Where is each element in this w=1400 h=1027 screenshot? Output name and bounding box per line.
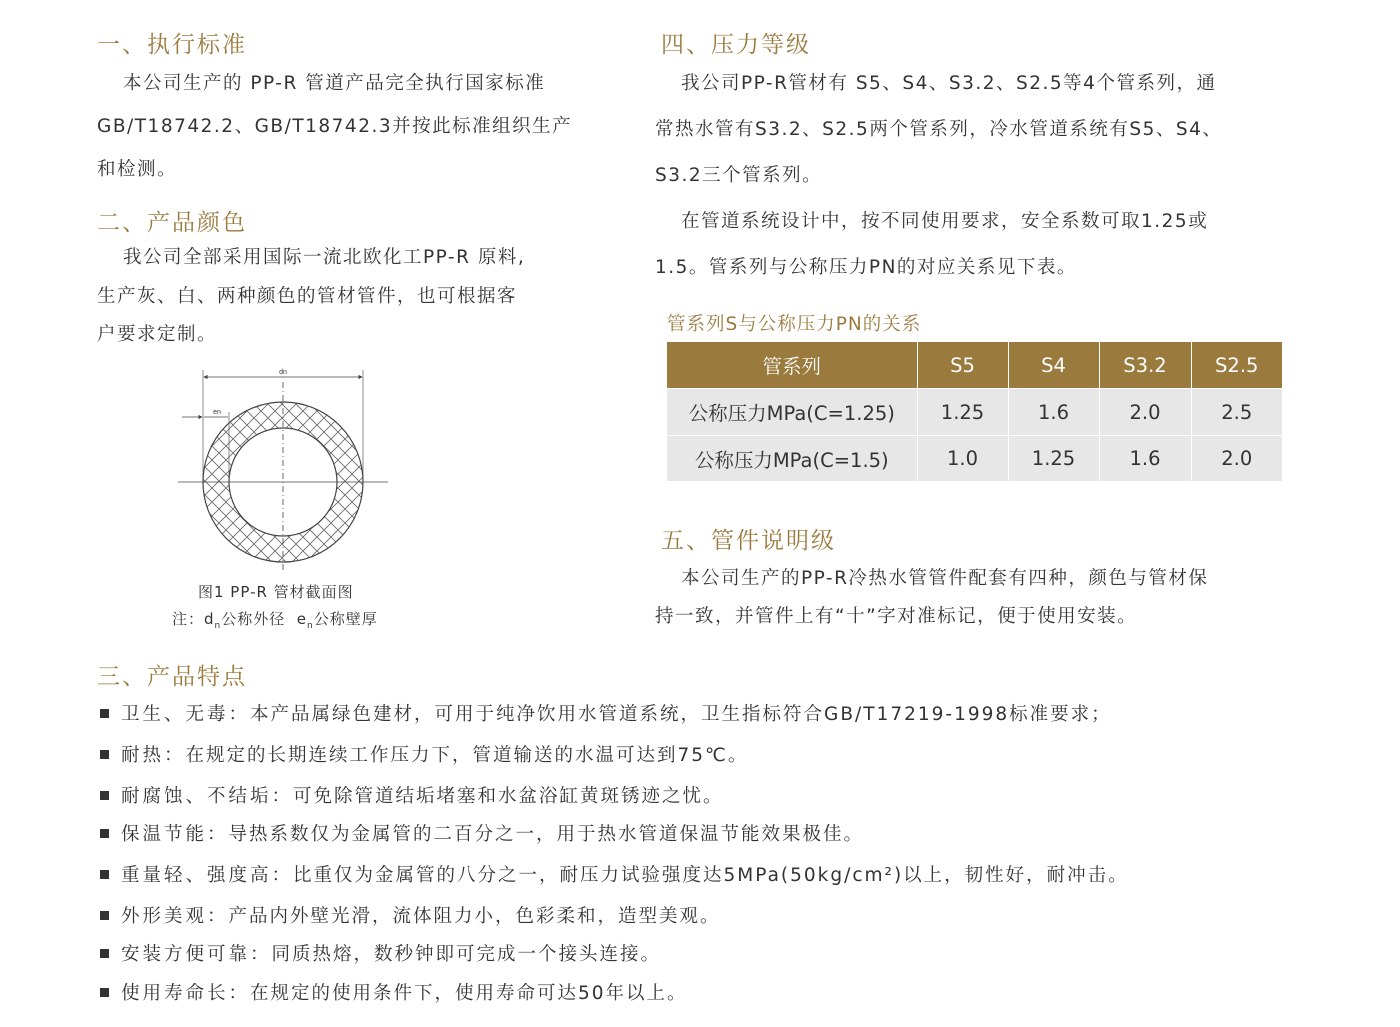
note-suffix: 公称壁厚 [313,610,378,628]
table-cell: 1.0 [917,436,1008,482]
heading-fittings-description: 五、管件说明级 [661,528,836,554]
feature-text: 可免除管道结垢堵塞和水盆浴缸黄斑锈迹之忧。 [293,786,724,807]
feature-label: 重量轻、强度高： [121,865,294,886]
feature-item [100,861,1129,887]
feature-text: 产品内外壁光滑，流体阻力小，色彩柔和，造型美观。 [228,906,721,927]
feature-text: 在规定的长期连续工作压力下，管道输送的水温可达到75℃。 [185,745,749,766]
table-cell: 1.25 [917,389,1008,436]
s2-line-2: 生产灰、白、两种颜色的管材管件，也可根据客 [97,286,518,307]
heading-execution-standard: 一、执行标准 [97,32,247,58]
feature-item [100,782,724,808]
table-cell: 1.6 [1099,436,1191,482]
feature-text: 比重仅为金属管的八分之一，耐压力试验强度达5MPa(50kg/cm²)以上，韧性好，耐冲击。 [293,865,1129,886]
s1-line-2: GB/T18742.2、GB/T18742.3并按此标准组织生产 [97,116,573,137]
s4-line-3: S3.2三个管系列。 [655,165,823,186]
figure-caption: 图1 PP-R 管材截面图 [198,583,354,601]
s2-line-1: 我公司全部采用国际一流北欧化工PP-R 原料, [123,247,526,268]
table-row [667,389,1282,436]
feature-item [100,700,1112,726]
bullet-square-icon [100,870,109,879]
feature-item [100,741,748,767]
feature-label: 耐腐蚀、不结垢： [121,786,294,807]
s1-line-3: 和检测。 [97,159,178,180]
bullet-square-icon [100,709,109,718]
s4-line-4: 在管道系统设计中，按不同使用要求，安全系数可取1.25或 [681,211,1209,232]
feature-text: 在规定的使用条件下，使用寿命可达50年以上。 [250,983,688,1004]
feature-label: 耐热： [121,745,186,766]
bullet-square-icon [100,791,109,800]
bullet-square-icon [100,829,109,838]
table-header-cell: S4 [1008,342,1099,389]
feature-text: 本产品属绿色建材，可用于纯净饮用水管道系统，卫生指标符合GB/T17219-1998标准要求； [250,704,1112,725]
note-prefix: 注：d [172,610,215,628]
pipe-cross-section-diagram [170,362,400,577]
bullet-square-icon [100,750,109,759]
s2-line-3: 户要求定制。 [97,324,218,345]
table-cell: 2.5 [1191,389,1282,436]
pressure-table [667,342,1282,482]
pipe-cross-section-figure [170,362,400,577]
table-cell: 公称压力MPa(C=1.25) [667,389,917,436]
feature-label: 使用寿命长： [121,983,251,1004]
bullet-square-icon [100,988,109,997]
s4-line-5: 1.5。管系列与公称压力PN的对应关系见下表。 [655,257,1077,278]
s5-line-2: 持一致，并管件上有“十”字对准标记，便于使用安装。 [655,606,1138,627]
table-header-cell: S5 [917,342,1008,389]
table-header-cell: S3.2 [1099,342,1191,389]
figure-note [172,608,378,631]
feature-item [100,820,864,846]
en-label: en [213,409,221,416]
table-cell: 2.0 [1099,389,1191,436]
feature-label: 安装方便可靠： [121,944,272,965]
table-title: 管系列S与公称压力PN的关系 [667,314,922,335]
bullet-square-icon [100,949,109,958]
table-header-cell: 管系列 [667,342,917,389]
dn-label: dn [279,369,287,376]
bullet-square-icon [100,911,109,920]
heading-product-features: 三、产品特点 [97,664,247,690]
table-row [667,436,1282,482]
heading-pressure-grade: 四、压力等级 [661,32,811,58]
table-cell: 公称压力MPa(C=1.5) [667,436,917,482]
feature-text: 同质热熔，数秒钟即可完成一个接头连接。 [271,944,662,965]
feature-label: 卫生、无毒： [121,704,251,725]
heading-product-color: 二、产品颜色 [97,210,247,236]
table-cell: 2.0 [1191,436,1282,482]
feature-item [100,902,721,928]
feature-label: 保温节能： [121,824,229,845]
note-sub-n-2: n [307,621,314,631]
feature-item [100,940,661,966]
note-sub-n-1: n [214,621,222,631]
s4-line-1: 我公司PP-R管材有 S5、S4、S3.2、S2.5等4个管系列，通 [681,73,1217,94]
feature-label: 外形美观： [121,906,229,927]
feature-item [100,979,688,1005]
table-cell: 1.6 [1008,389,1099,436]
s4-line-2: 常热水管有S3.2、S2.5两个管系列，冷水管道系统有S5、S4、 [655,119,1223,140]
s1-line-1: 本公司生产的 PP-R 管道产品完全执行国家标准 [123,73,546,94]
table-header-row [667,342,1282,389]
feature-text: 导热系数仅为金属管的二百分之一，用于热水管道保温节能效果极佳。 [228,824,865,845]
note-mid: 公称外径 e [221,610,308,628]
s5-line-1: 本公司生产的PP-R冷热水管管件配套有四种，颜色与管材保 [681,568,1209,589]
table-cell: 1.25 [1008,436,1099,482]
table-header-cell: S2.5 [1191,342,1282,389]
